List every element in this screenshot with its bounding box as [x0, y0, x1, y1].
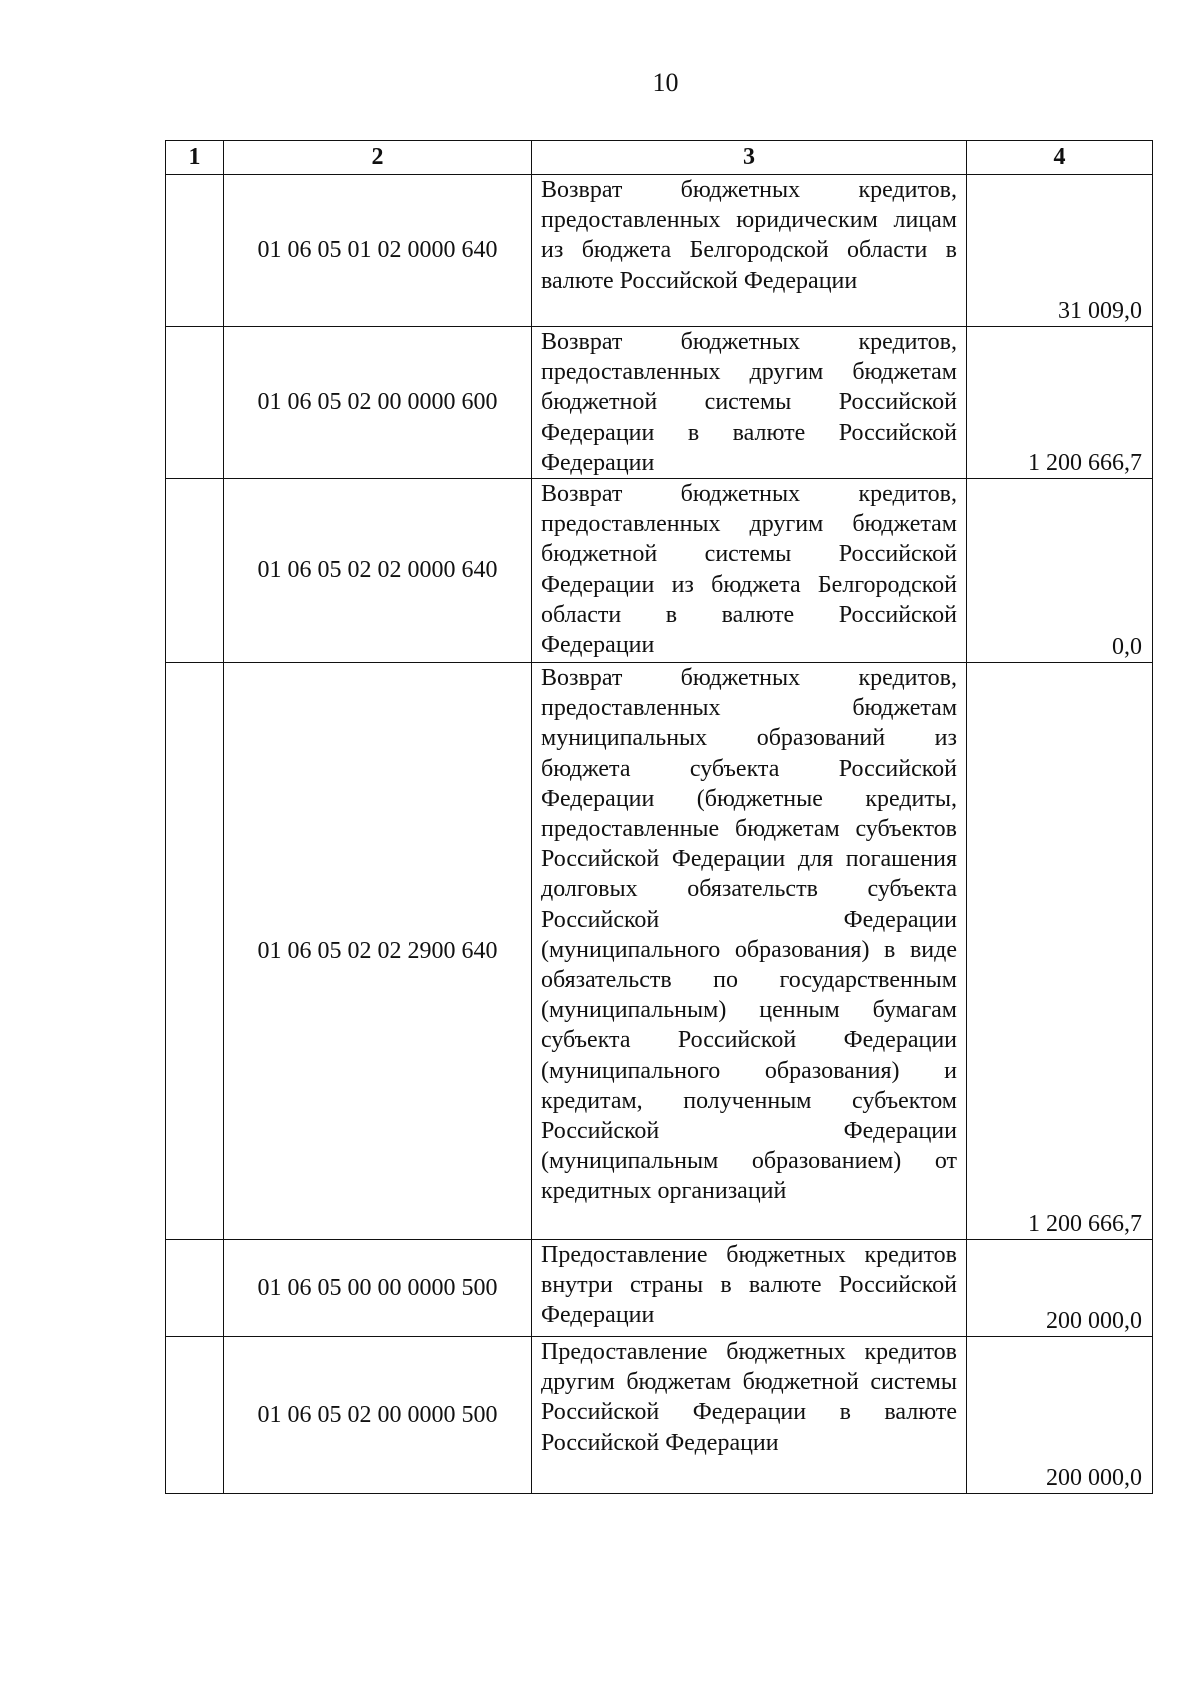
amount-cell: 0,0	[967, 479, 1153, 663]
description-cell: Предоставление бюджетных кредитов внутри страны в валюте Российской Федерации	[532, 1240, 967, 1337]
budget-code-cell: 01 06 05 02 02 2900 640	[224, 663, 532, 1240]
column-header-3: 3	[532, 141, 967, 175]
table-row	[166, 1337, 1153, 1494]
description-cell: Предоставление бюджетных кредитов другим бюджетам бюджетной системы Российской Федерации в валюте Российской Федерации	[532, 1337, 967, 1494]
table-row	[166, 663, 1153, 1240]
sources-financing-table	[165, 140, 1153, 1494]
budget-code-cell: 01 06 05 02 02 0000 640	[224, 479, 532, 663]
column-header-1: 1	[166, 141, 224, 175]
description-cell: Возврат бюджетных кредитов, предоставленных юридическим лицам из бюджета Белгородской области в валюте Российской Федерации	[532, 175, 967, 327]
page-number: 10	[652, 68, 679, 97]
row-index-cell	[166, 1240, 224, 1337]
table-row	[166, 1240, 1153, 1337]
row-index-cell	[166, 1337, 224, 1494]
budget-code-cell: 01 06 05 02 00 0000 600	[224, 327, 532, 479]
description-cell: Возврат бюджетных кредитов, предоставленных бюджетам муниципальных образований из бюджета субъекта Российской Федерации (бюджетные кредиты, предоставленные бюджетам субъектов Российской Федерации для погашения долговых обязательств субъекта Российской Федерации (муниципального образования) в виде обязательств по государственным (муниципальным) ценным бумагам субъекта Российской Федерации (муниципального образования) и кредитам, полученным субъектом Российской Федерации (муниципальным образованием) от кредитных организаций	[532, 663, 967, 1240]
amount-cell: 200 000,0	[967, 1240, 1153, 1337]
table-row	[166, 175, 1153, 327]
table-row	[166, 479, 1153, 663]
description-cell: Возврат бюджетных кредитов, предоставленных другим бюджетам бюджетной системы Российской Федерации из бюджета Белгородской области в валюте Российской Федерации	[532, 479, 967, 663]
budget-code-cell: 01 06 05 02 00 0000 500	[224, 1337, 532, 1494]
amount-cell: 200 000,0	[967, 1337, 1153, 1494]
row-index-cell	[166, 175, 224, 327]
row-index-cell	[166, 663, 224, 1240]
table-header-row	[166, 141, 1153, 175]
row-index-cell	[166, 479, 224, 663]
column-header-4: 4	[967, 141, 1153, 175]
description-cell: Возврат бюджетных кредитов, предоставленных другим бюджетам бюджетной системы Российской Федерации в валюте Российской Федерации	[532, 327, 967, 479]
amount-cell: 1 200 666,7	[967, 327, 1153, 479]
table-row	[166, 327, 1153, 479]
budget-code-cell: 01 06 05 00 00 0000 500	[224, 1240, 532, 1337]
amount-cell: 31 009,0	[967, 175, 1153, 327]
amount-cell: 1 200 666,7	[967, 663, 1153, 1240]
row-index-cell	[166, 327, 224, 479]
budget-code-cell: 01 06 05 01 02 0000 640	[224, 175, 532, 327]
column-header-2: 2	[224, 141, 532, 175]
